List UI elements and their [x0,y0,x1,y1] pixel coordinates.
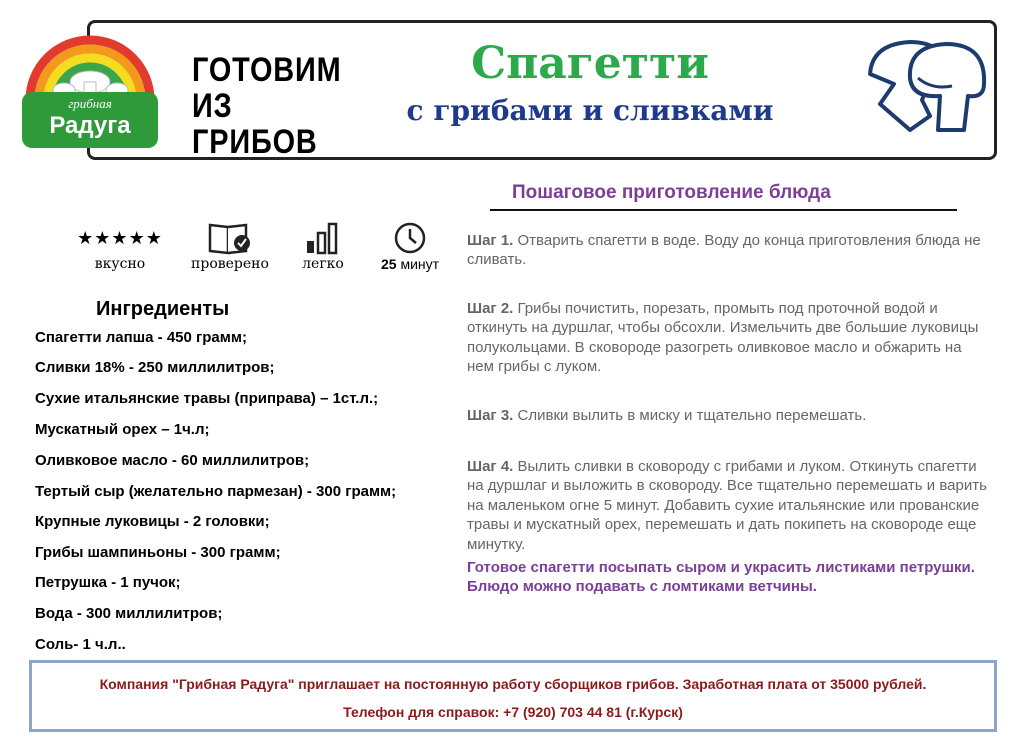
logo-small-text: грибная [68,96,112,111]
footer-frame [29,660,997,732]
badge-tasty-label: вкусно [94,256,146,272]
recipe-title: Спагетти [471,38,709,89]
serving-note: Готовое спагетти посыпать сыром и украсить листиками петрушки. Блюдо можно подавать с ломтиками ветчины. [467,559,975,596]
footer-job-offer: Компания "Грибная Радуга" приглашает на постоянную работу сборщиков грибов. Заработная плата от 35000 рублей. [99,676,927,692]
ingredient-item: Спагетти лапша - 450 грамм; [35,329,247,346]
cook-title-line2: ИЗ ГРИБОВ [192,87,318,161]
ingredient-item: Вода - 300 миллилитров; [35,605,223,622]
badge-time [372,220,448,272]
badge-time-value: 25 [380,256,397,272]
ingredient-item: Соль- 1 ч.л.. [35,636,126,653]
badge-easy [292,220,354,272]
book-check-icon [184,220,276,256]
ingredients-title: Ингредиенты [96,298,230,320]
logo-big-text: Радуга [49,112,131,139]
ingredient-item: Петрушка - 1 пучок; [35,574,181,591]
step-4 [467,457,992,554]
step-label: Шаг 2. [467,300,514,317]
badge-verified-label: проверено [191,256,269,272]
step-label: Шаг 1. [467,232,514,249]
ingredient-item: Мускатный орех – 1ч.л; [35,421,210,438]
footer-phone: Телефон для справок: +7 (920) 703 44 81 (г.Курск) [343,704,683,720]
clock-icon [372,220,448,256]
ingredient-item: Грибы шампиньоны - 300 грамм; [35,544,281,561]
step-2 [467,299,992,377]
cook-from-mushrooms-title [192,51,342,161]
step-text: Сливки вылить в миску и тщательно перемешать. [517,407,867,424]
recipe-subtitle: с грибами и сливками [406,94,774,127]
steps-divider [490,209,957,211]
step-text: Вылить сливки в сковороду с грибами и луком. Откинуть спагетти на дуршлаг и выложить в сковороду. Все тщательно перемешать и варить на маленьком огне 5 минут. Добавить сухие итальянские или прованские травы и мускатный орех, перемешать и дать покипеть на сковороде еще минутку. [467,458,987,553]
ingredient-item: Сухие итальянские травы (приправа) – 1ст.л.; [35,390,379,407]
step-text: Грибы почистить, порезать, промыть под проточной водой и откинуть на дуршлаг, чтобы обсохли. Измельчить две большие луковицы полукольцами. В сковороде разогреть оливковое масло и обжарить на нем грибы с луком. [467,300,979,376]
mushroom-icon [860,34,992,138]
badge-tasty [70,220,170,272]
badge-easy-label: легко [302,256,344,272]
difficulty-bars-icon [292,220,354,256]
cook-title-line1: ГОТОВИМ [192,51,342,89]
five-stars-icon: ★★★★★ [77,227,163,249]
step-label: Шаг 4. [467,458,514,475]
badge-verified [184,220,276,272]
steps-title: Пошаговое приготовление блюда [512,182,831,203]
step-label: Шаг 3. [467,407,514,424]
step-3 [467,406,992,425]
badge-time-unit: минут [400,256,440,272]
badge-time-text [372,256,448,272]
step-1 [467,231,992,270]
ingredient-item: Оливковое масло - 60 миллилитров; [35,452,310,469]
ingredient-item: Сливки 18% - 250 миллилитров; [35,359,275,376]
ingredient-item: Крупные луковицы - 2 головки; [35,513,270,530]
step-text: Отварить спагетти в воде. Воду до конца приготовления блюда не сливать. [467,232,981,269]
gribnaya-raduga-logo [22,32,158,148]
ingredient-item: Тертый сыр (желательно пармезан) - 300 грамм; [35,483,397,500]
